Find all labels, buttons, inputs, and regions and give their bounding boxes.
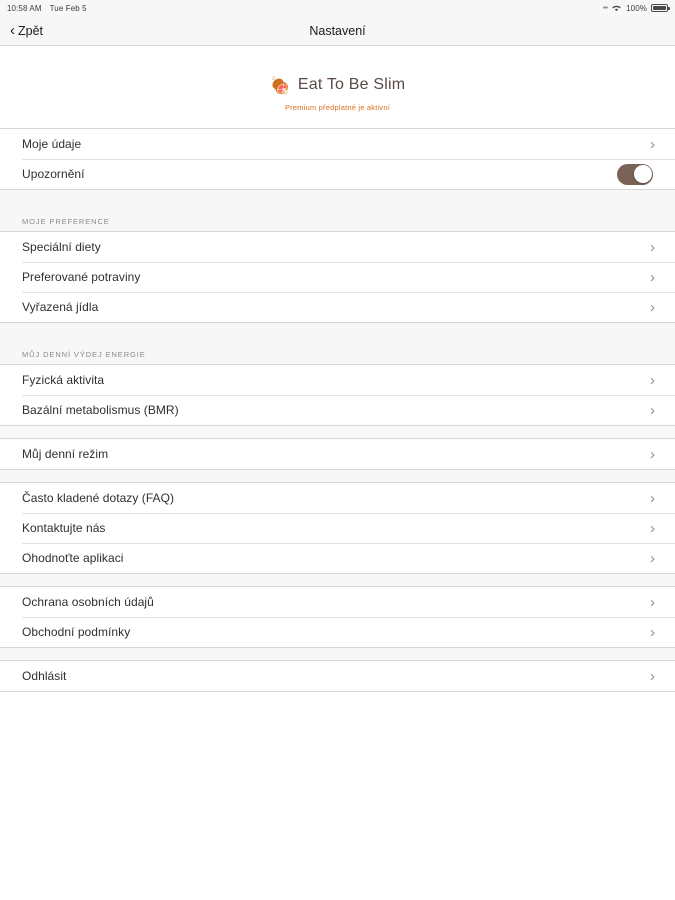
row-accessory bbox=[650, 491, 661, 506]
battery-full-icon bbox=[651, 4, 668, 12]
row-label: Kontaktujte nás bbox=[22, 521, 106, 535]
row-accessory bbox=[650, 403, 661, 418]
chevron-left-icon: ‹ bbox=[10, 21, 15, 39]
section-header: MOJE PREFERENCE bbox=[0, 208, 675, 231]
app-name: Eat To Be Slim bbox=[297, 76, 406, 93]
row-accessory bbox=[650, 551, 661, 566]
row-accessory bbox=[650, 300, 661, 315]
section-header: MŮJ DENNÍ VÝDEJ ENERGIE bbox=[0, 341, 675, 364]
row-physical-activity[interactable] bbox=[0, 365, 675, 395]
premium-status-label: Premium předplatné je aktivní bbox=[284, 103, 390, 112]
settings-group bbox=[0, 482, 675, 574]
battery-percent: 100% bbox=[626, 3, 647, 13]
section-gap bbox=[0, 648, 675, 660]
row-label: Fyzická aktivita bbox=[22, 373, 105, 387]
chevron-right-icon: › bbox=[650, 135, 655, 153]
row-label: Odhlásit bbox=[22, 669, 67, 683]
row-label: Obchodní podmínky bbox=[22, 625, 131, 639]
brand-row bbox=[0, 76, 675, 94]
row-accessory bbox=[650, 447, 661, 462]
row-accessory bbox=[617, 164, 661, 185]
chevron-right-icon: › bbox=[650, 667, 655, 685]
row-accessory bbox=[650, 595, 661, 610]
row-label: Upozornění bbox=[22, 167, 85, 181]
row-label: Speciální diety bbox=[22, 240, 101, 254]
row-faq[interactable] bbox=[0, 483, 675, 513]
row-preferred-foods[interactable] bbox=[0, 262, 675, 292]
page-title: Nastavení bbox=[309, 23, 366, 38]
row-my-data[interactable] bbox=[0, 129, 675, 159]
row-daily-regime[interactable] bbox=[0, 439, 675, 469]
status-date: Tue Feb 5 bbox=[49, 3, 87, 13]
row-label: Můj denní režim bbox=[22, 447, 109, 461]
settings-group bbox=[0, 128, 675, 190]
settings-group bbox=[0, 438, 675, 470]
chevron-right-icon: › bbox=[650, 623, 655, 641]
row-label: Moje údaje bbox=[22, 137, 82, 151]
chevron-right-icon: › bbox=[650, 593, 655, 611]
row-notifications[interactable] bbox=[0, 159, 675, 189]
chevron-right-icon: › bbox=[650, 445, 655, 463]
row-accessory bbox=[650, 521, 661, 536]
row-label: Často kladené dotazy (FAQ) bbox=[22, 491, 175, 505]
row-terms[interactable] bbox=[0, 617, 675, 647]
settings-group bbox=[0, 660, 675, 692]
app-logo-icon: 🍖 bbox=[269, 75, 291, 95]
row-label: Ohodnoťte aplikaci bbox=[22, 551, 124, 565]
row-privacy-policy[interactable] bbox=[0, 587, 675, 617]
row-excluded-foods[interactable] bbox=[0, 292, 675, 322]
section-gap bbox=[0, 190, 675, 208]
row-label: Preferované potraviny bbox=[22, 270, 141, 284]
settings-group bbox=[0, 586, 675, 648]
row-bmr[interactable] bbox=[0, 395, 675, 425]
row-label: Bazální metabolismus (BMR) bbox=[22, 403, 179, 417]
wifi-icon bbox=[611, 4, 622, 12]
row-accessory bbox=[650, 240, 661, 255]
row-label: Vyřazená jídla bbox=[22, 300, 99, 314]
row-accessory bbox=[650, 669, 661, 684]
settings-group bbox=[0, 231, 675, 323]
notifications-toggle[interactable] bbox=[617, 164, 653, 185]
row-logout[interactable] bbox=[0, 661, 675, 691]
back-button[interactable] bbox=[10, 21, 44, 39]
row-contact-us[interactable] bbox=[0, 513, 675, 543]
row-accessory bbox=[650, 373, 661, 388]
toggle-knob bbox=[634, 165, 652, 183]
row-rate-app[interactable] bbox=[0, 543, 675, 573]
status-bar bbox=[0, 0, 675, 16]
row-accessory bbox=[650, 625, 661, 640]
chevron-right-icon: › bbox=[650, 268, 655, 286]
chevron-right-icon: › bbox=[650, 298, 655, 316]
chevron-right-icon: › bbox=[650, 519, 655, 537]
settings-list bbox=[0, 128, 675, 692]
navigation-bar bbox=[0, 16, 675, 46]
status-bar-right bbox=[603, 4, 668, 13]
back-button-label: Zpět bbox=[18, 23, 44, 38]
section-gap bbox=[0, 574, 675, 586]
section-gap bbox=[0, 426, 675, 438]
chevron-right-icon: › bbox=[650, 549, 655, 567]
section-gap bbox=[0, 470, 675, 482]
settings-group bbox=[0, 364, 675, 426]
row-special-diets[interactable] bbox=[0, 232, 675, 262]
row-accessory bbox=[650, 270, 661, 285]
status-bar-left bbox=[7, 4, 87, 13]
chevron-right-icon: › bbox=[650, 238, 655, 256]
row-accessory bbox=[650, 137, 661, 152]
brand-header bbox=[0, 46, 675, 128]
chevron-right-icon: › bbox=[650, 371, 655, 389]
row-label: Ochrana osobních údajů bbox=[22, 595, 154, 609]
signal-dots-icon: ••• bbox=[602, 4, 608, 12]
section-gap bbox=[0, 323, 675, 341]
chevron-right-icon: › bbox=[650, 401, 655, 419]
status-time: 10:58 AM bbox=[7, 3, 42, 13]
chevron-right-icon: › bbox=[650, 489, 655, 507]
